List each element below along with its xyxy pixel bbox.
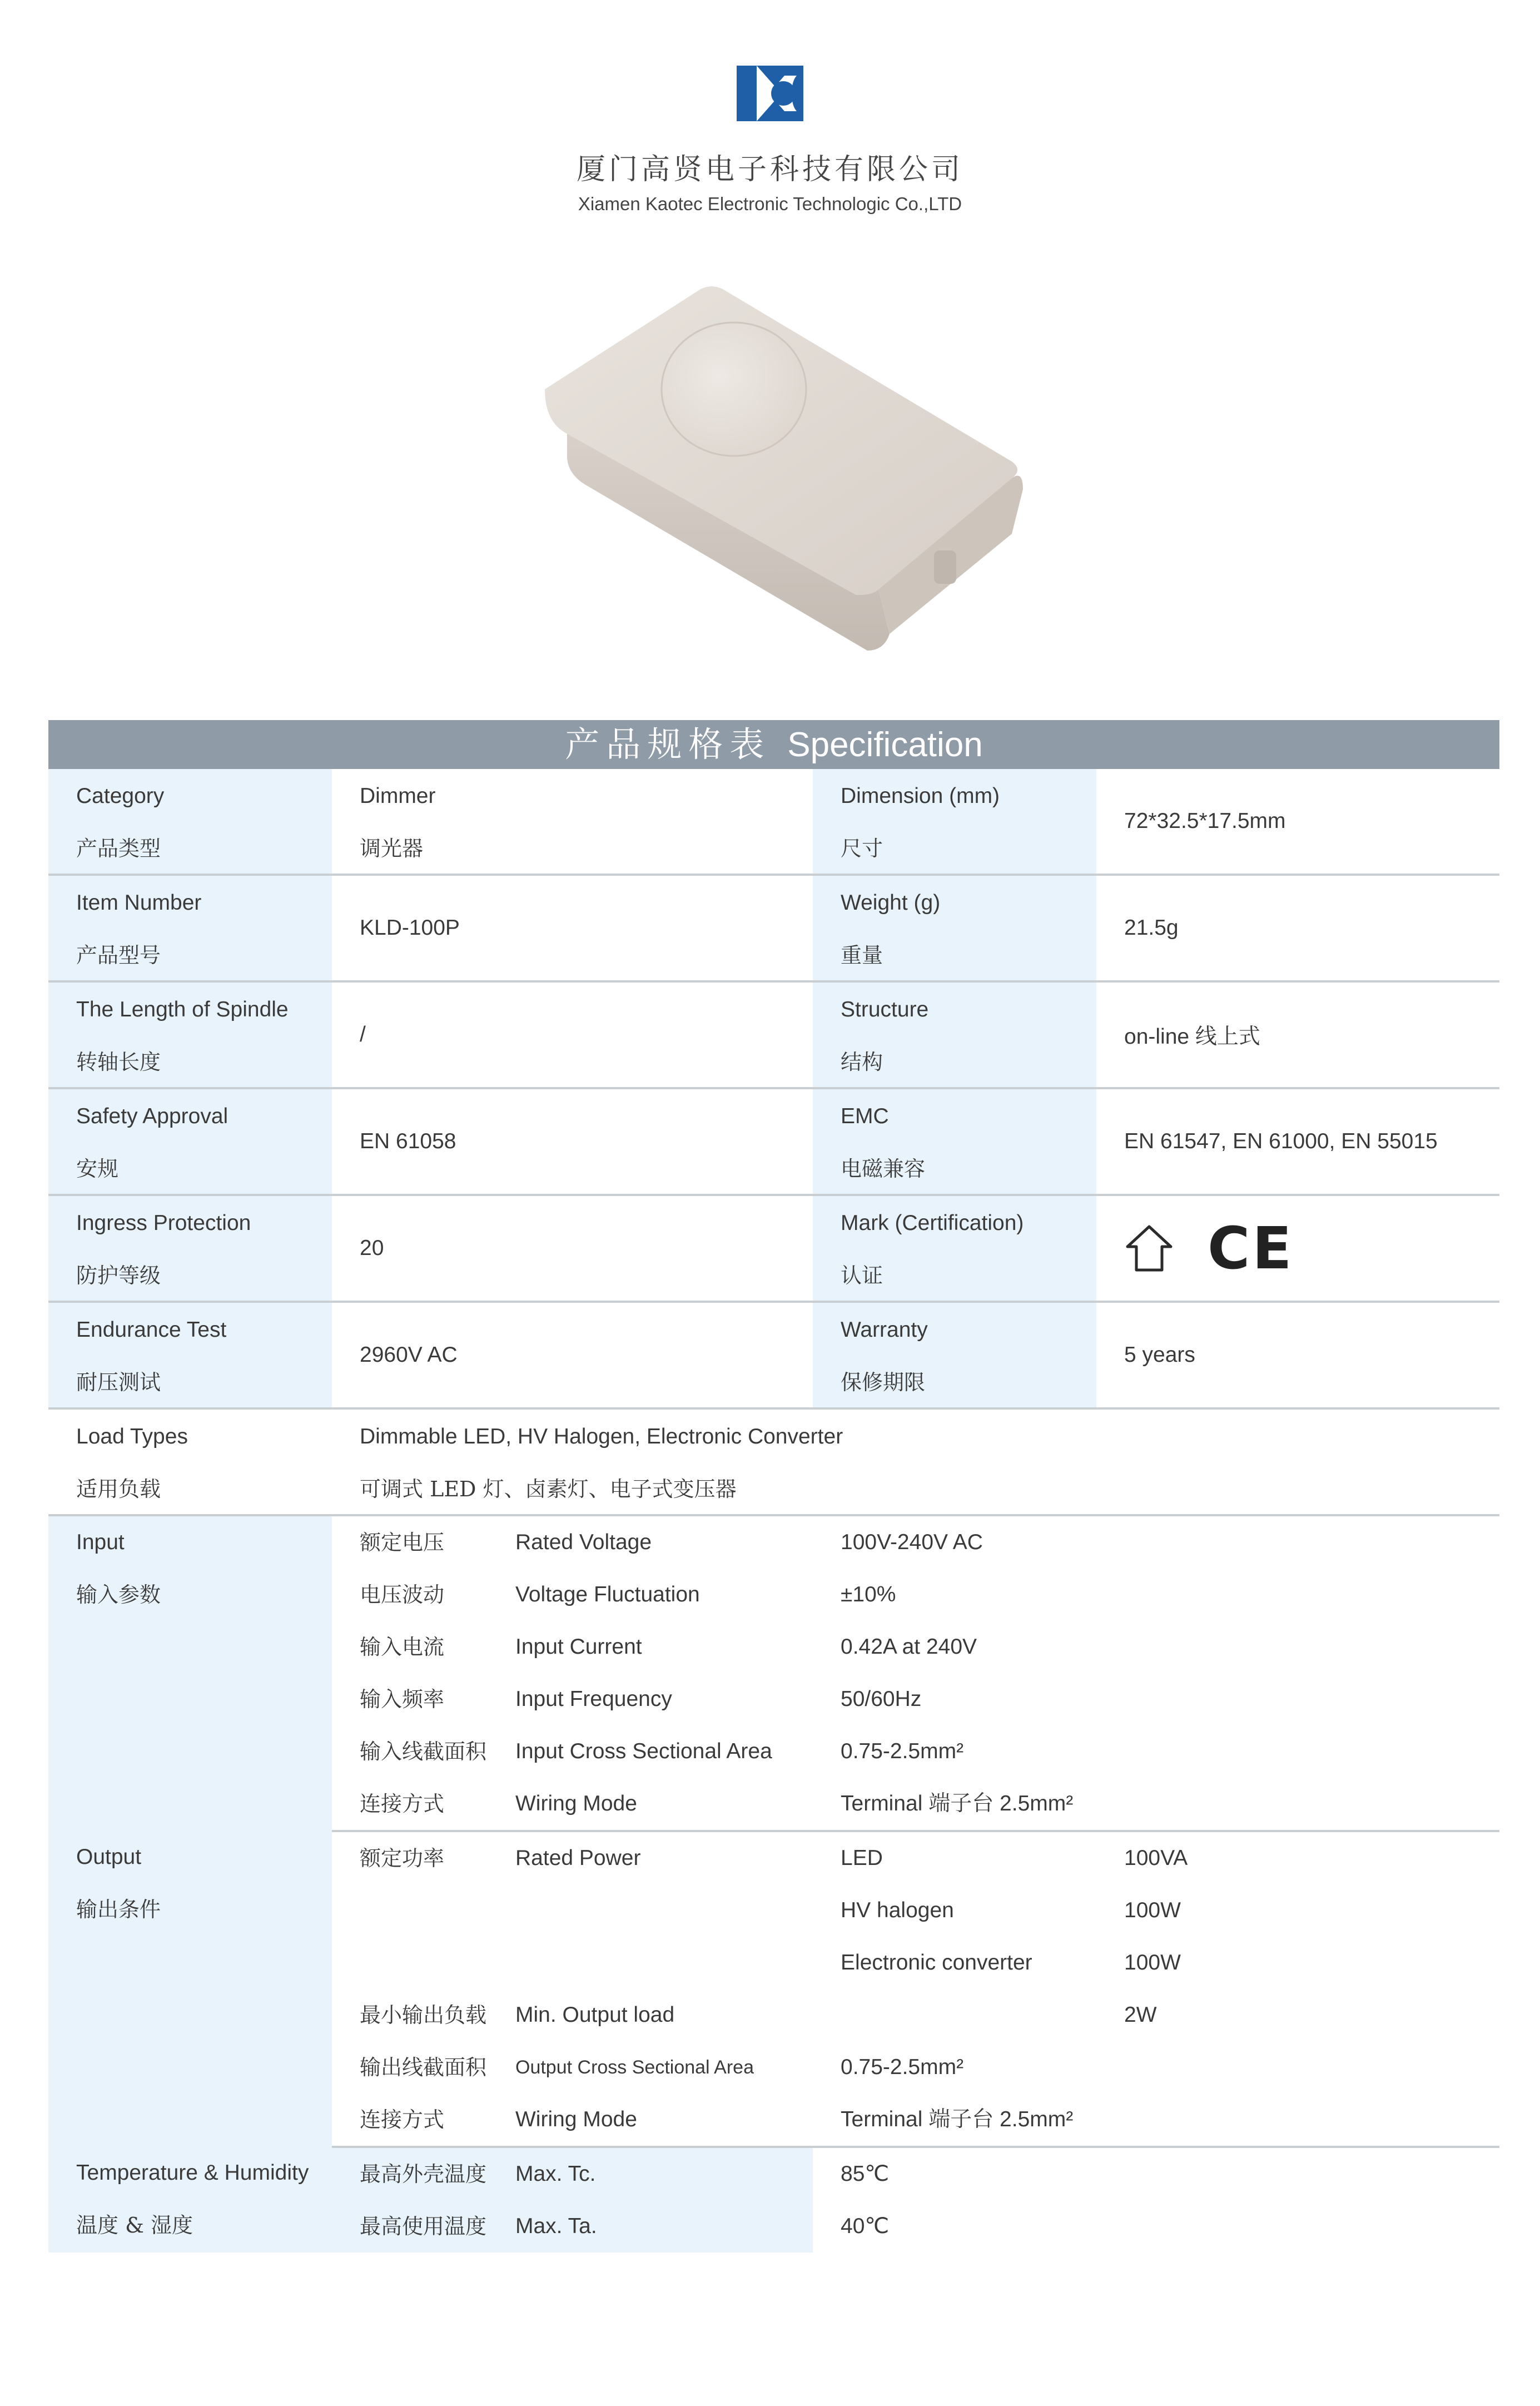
output-cross-en: Output Cross Sectional Area bbox=[515, 2057, 754, 2078]
temp-label-cn: 温度 & 湿度 bbox=[76, 2213, 193, 2238]
input-row-1 bbox=[48, 1515, 1499, 1569]
house-outline-icon bbox=[1124, 1223, 1174, 1273]
input-item-value: 0.42A at 240V bbox=[841, 1635, 977, 1659]
input-item-cn: 输入线截面积 bbox=[360, 1739, 487, 1764]
load-type-halogen: HV halogen bbox=[841, 1898, 954, 1922]
load-value-cn: 可调式 LED 灯、卤素灯、电子式变压器 bbox=[360, 1477, 737, 1501]
output-wiring-value: Terminal 端子台 2.5mm² bbox=[841, 2107, 1074, 2131]
rated-power-cn: 额定功率 bbox=[360, 1846, 445, 1871]
safety-value: EN 61058 bbox=[360, 1129, 456, 1153]
company-header bbox=[0, 0, 1540, 239]
input-item-cn: 电压波动 bbox=[360, 1582, 445, 1607]
row-endurance bbox=[48, 1302, 1499, 1408]
ingress-label-en: Ingress Protection bbox=[76, 1211, 251, 1235]
safety-label-cn: 安规 bbox=[76, 1157, 119, 1181]
warranty-value: 5 years bbox=[1124, 1343, 1195, 1367]
input-item-en: Wiring Mode bbox=[515, 1792, 637, 1815]
output-cross-cn: 输出线截面积 bbox=[360, 2055, 487, 2080]
temp-item-en: Max. Tc. bbox=[515, 2162, 596, 2186]
temp-item-cn: 最高外壳温度 bbox=[360, 2162, 487, 2186]
spindle-label-en: The Length of Spindle bbox=[76, 998, 289, 1021]
min-output-en: Min. Output load bbox=[515, 2003, 675, 2027]
structure-label-cn: 结构 bbox=[841, 1050, 883, 1074]
mark-label-en: Mark (Certification) bbox=[841, 1211, 1024, 1235]
input-item-en: Rated Voltage bbox=[515, 1530, 652, 1554]
weight-label-en: Weight (g) bbox=[841, 891, 941, 915]
input-item-value: 100V-240V AC bbox=[841, 1530, 983, 1554]
input-item-value: Terminal 端子台 2.5mm² bbox=[841, 1792, 1074, 1815]
row-spindle bbox=[48, 981, 1499, 1088]
dimension-value: 72*32.5*17.5mm bbox=[1124, 809, 1286, 833]
input-item-value: 50/60Hz bbox=[841, 1687, 922, 1711]
temp-row-1 bbox=[48, 2147, 1499, 2200]
load-type-halogen-value: 100W bbox=[1124, 1898, 1181, 1922]
row-safety bbox=[48, 1088, 1499, 1195]
row-load-types bbox=[48, 1408, 1499, 1515]
spec-title-cn: 产品规格表 bbox=[565, 724, 771, 765]
output-label-en: Output bbox=[76, 1845, 142, 1869]
kaotec-logo-icon bbox=[737, 66, 803, 121]
spec-title-bar bbox=[48, 720, 1499, 769]
input-label-en: Input bbox=[76, 1530, 125, 1554]
min-output-cn: 最小输出负载 bbox=[360, 2003, 487, 2027]
item-label-en: Item Number bbox=[76, 891, 202, 915]
input-item-en: Input Cross Sectional Area bbox=[515, 1739, 772, 1763]
input-item-en: Input Current bbox=[515, 1635, 642, 1659]
spec-title-en: Specification bbox=[787, 726, 983, 764]
row-category bbox=[48, 769, 1499, 875]
input-label-cn: 输入参数 bbox=[76, 1582, 161, 1607]
warranty-label-cn: 保修期限 bbox=[841, 1370, 926, 1395]
load-value-en: Dimmable LED, HV Halogen, Electronic Converter bbox=[360, 1425, 843, 1448]
output-row-1 bbox=[48, 1831, 1499, 1884]
input-item-cn: 输入频率 bbox=[360, 1687, 445, 1712]
load-type-converter: Electronic converter bbox=[841, 1951, 1032, 1975]
spindle-value: / bbox=[360, 1023, 366, 1046]
dimmer-product-image bbox=[545, 278, 1023, 667]
input-item-value: 0.75-2.5mm² bbox=[841, 1739, 964, 1763]
output-cross-value: 0.75-2.5mm² bbox=[841, 2055, 964, 2079]
ingress-label-cn: 防护等级 bbox=[76, 1263, 161, 1288]
dimension-label-en: Dimension (mm) bbox=[841, 784, 1000, 808]
item-value: KLD-100P bbox=[360, 916, 460, 940]
row-ingress bbox=[48, 1195, 1499, 1302]
structure-label-en: Structure bbox=[841, 998, 929, 1021]
dimension-label-cn: 尺寸 bbox=[841, 836, 883, 861]
load-type-led-value: 100VA bbox=[1124, 1846, 1188, 1870]
input-item-value: ±10% bbox=[841, 1582, 896, 1606]
endurance-value: 2960V AC bbox=[360, 1343, 458, 1367]
temp-item-value: 40℃ bbox=[841, 2214, 890, 2238]
category-label-en: Category bbox=[76, 784, 165, 808]
mark-label-cn: 认证 bbox=[841, 1263, 883, 1288]
endurance-label-cn: 耐压测试 bbox=[76, 1370, 161, 1395]
input-item-en: Input Frequency bbox=[515, 1687, 672, 1711]
temp-label-en: Temperature & Humidity bbox=[76, 2161, 309, 2185]
rated-power-en: Rated Power bbox=[515, 1846, 641, 1870]
emc-label-cn: 电磁兼容 bbox=[841, 1157, 926, 1181]
spec-table bbox=[48, 769, 1499, 2253]
structure-value: on-line 线上式 bbox=[1124, 1025, 1260, 1049]
category-value-en: Dimmer bbox=[360, 784, 436, 808]
ce-mark: CE bbox=[1208, 1214, 1294, 1282]
temp-item-en: Max. Ta. bbox=[515, 2214, 597, 2238]
row-item-number bbox=[48, 875, 1499, 981]
safety-label-en: Safety Approval bbox=[76, 1104, 228, 1128]
temp-item-value: 85℃ bbox=[841, 2162, 890, 2186]
output-wiring-cn: 连接方式 bbox=[360, 2107, 445, 2132]
item-label-cn: 产品型号 bbox=[76, 943, 161, 968]
weight-label-cn: 重量 bbox=[841, 943, 883, 968]
load-type-converter-value: 100W bbox=[1124, 1951, 1181, 1975]
emc-label-en: EMC bbox=[841, 1104, 889, 1128]
input-item-en: Voltage Fluctuation bbox=[515, 1582, 700, 1606]
category-label-cn: 产品类型 bbox=[76, 836, 161, 861]
certification-marks bbox=[1124, 1214, 1499, 1282]
temp-item-cn: 最高使用温度 bbox=[360, 2214, 487, 2239]
endurance-label-en: Endurance Test bbox=[76, 1318, 227, 1342]
ingress-value: 20 bbox=[360, 1236, 384, 1260]
category-value-cn: 调光器 bbox=[360, 836, 424, 861]
emc-value: EN 61547, EN 61000, EN 55015 bbox=[1124, 1129, 1438, 1153]
warranty-label-en: Warranty bbox=[841, 1318, 928, 1342]
input-item-cn: 连接方式 bbox=[360, 1792, 445, 1816]
weight-value: 21.5g bbox=[1124, 916, 1179, 940]
load-label-en: Load Types bbox=[76, 1425, 188, 1448]
input-item-cn: 输入电流 bbox=[360, 1635, 445, 1659]
output-label-cn: 输出条件 bbox=[76, 1897, 161, 1922]
spindle-label-cn: 转轴长度 bbox=[76, 1050, 161, 1074]
company-name-en: Xiamen Kaotec Electronic Technologic Co.,LTD bbox=[578, 194, 962, 214]
min-output-value: 2W bbox=[1124, 2003, 1157, 2027]
load-label-cn: 适用负载 bbox=[76, 1477, 161, 1501]
company-name-cn: 厦门高贤电子科技有限公司 bbox=[576, 153, 963, 186]
load-type-led: LED bbox=[841, 1846, 883, 1870]
output-wiring-en: Wiring Mode bbox=[515, 2107, 637, 2131]
input-item-cn: 额定电压 bbox=[360, 1530, 445, 1555]
